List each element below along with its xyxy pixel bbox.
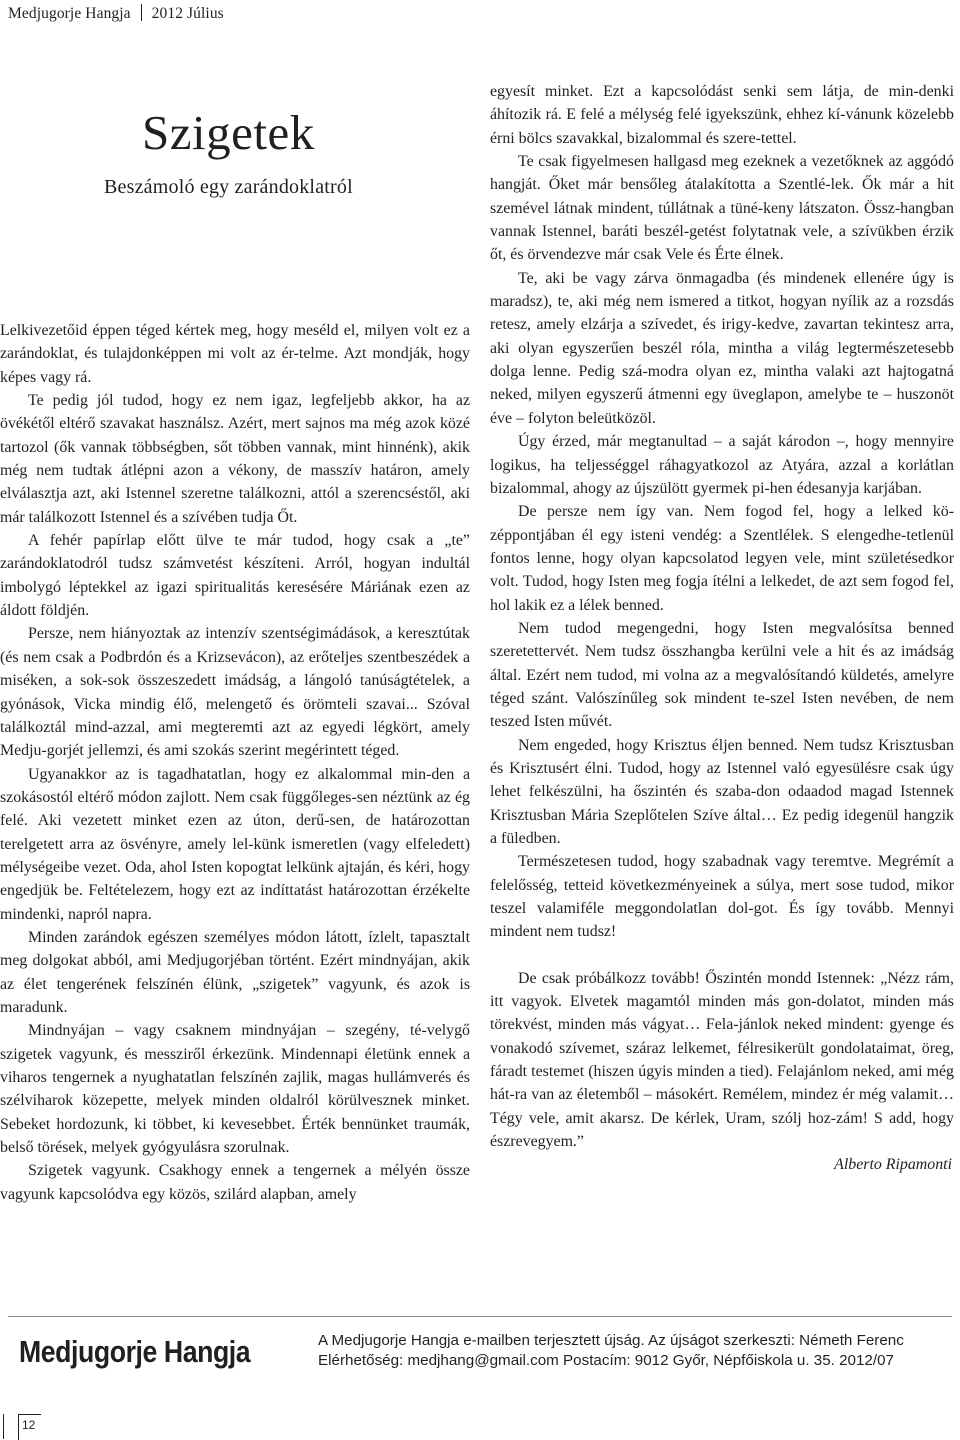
header-issue: 2012 Július [151,5,224,22]
paragraph: Nem tudod megengedni, hogy Isten megvalósítsa benned szeretettervét. Nem tudsz összhangba kerülni vele a hit és az imádság által. Ezért nem tudod, mi volna az a megvalósítandó küldetés, amelyre téged szánt. Valószínűleg sok mindent te-szel Isten nevében, de nem teszed Isten művét. [490,619,954,731]
paragraph: Te csak figyelmesen hallgasd meg ezeknek a vezetőknek az aggódó hangját. Őket már bensőleg átalakította a Szentlé-lek. Ők már a hit szemével látnak mindent, túllátnak a tüné-keny látszaton. Össz-hangban vannak Istennel, baráti beszél-getést folytatnak vele, a szívükben érzik őt, és örvendezve már csak Vele és Érte élnek. [490,153,954,264]
footer-logo: Medjugorje Hangja [19,1334,251,1369]
header-separator [141,4,142,21]
paragraph: egyesít minket. Ezt a kapcsolódást senki sem látja, de min-denki áhítozik rá. E felé a mélység felé igyekszünk, ehhez kí-vánunk közelebb érni bölcs szavakkal, bizalommal és szere-tettel. [490,83,954,147]
page-number: 12 [22,1418,36,1432]
paragraph: Te pedig jól tudod, hogy ez nem igaz, legfeljebb akkor, ha az övékétől eltérő szavakat használsz. Azért, mert sajnos ma még azok közé tartozol (ők vannak többségben, sőt többen vannak, mint hinnénk), akik még nem tudtak átlépni azon a vékony, de masszív határon, amely elválasztja azt, aki Istennel szeretne találkozni, attól a szerencséstől, aki már találkozott Istennel és a szívében tudja Őt. [0,392,470,526]
author-signature: Alberto Ripamonti [834,1156,952,1174]
paragraph: Persze, nem hiányoztak az intenzív szentségimádások, a keresztútak (és nem csak a Podbrdón és a Krizsevácon), az erőteljes szentbeszédek a miséken, a sok-sok összeszedett imádság, a lángoló tanúságtételek, a gyónások, Vicka mindig élő, melengető és örömteli szavai... Szóval találkoztál mind-azzal, ami megteremti azt az egyedi légkört, amely Medju-gorjét jellemzi, és ami szokás szerint megérintett téged. [0,625,470,760]
paragraph: Nem engeded, hogy Krisztus éljen benned. Nem tudsz Krisztusban és Krisztusért élni. Tudod, hogy az Istennel való egyesülésre csak úgy lehet felkészülni, ha őszintén és szaba-don odaadod magad Istennek Krisztusban Mária Szeplőtelen Szíve által… Ez pedig idegenül hangzik a füledben. [490,736,954,847]
paragraph: Úgy érzed, már megtanultad – a saját károdon –, hogy mennyire logikus, ha teljességgel ráhagyatkozol az Atyára, azzal a korlátlan bizalommal, ahogy az újszülött gyermek pi-hen édesanyja karjában. [490,433,954,497]
paragraph: Mindnyájan – vagy csaknem mindnyájan – szegény, té-velygő szigetek vagyunk, és messziről érkezünk. Mindennapi életünk ennek a viharos tengernek a nyughatatlan felszínén zajlik, magas hullámverés és szélviharok közepette, melyek minden oldalról körülvesznek minket. Sebeket hordozunk, ki többet, ki kevesebbet. Érték bennünket traumák, belső törések, melyek gyógyulásra szorulnak. [0,1022,470,1157]
footer-line-contact: Elérhetőség: medjhang@gmail.com Postacím: 9012 Győr, Népfőiskola u. 35. 2012/07 [318,1352,894,1369]
header-publication: Medjugorje Hangja [8,5,131,22]
paragraph: Természetesen tudod, hogy szabadnak vagy teremtve. Megrémít a felelősség, tetteid következményeinek a súlya, mert sose tudod, mikor teszel valamiféle meggondolatlan dol-got. És így tovább. Mennyi mindent nem tudsz! [490,853,954,941]
page-edge-mark [3,1414,4,1439]
paragraph: Te, aki be vagy zárva önmagadba (és mindenek ellenére úgy is maradsz), te, aki még nem ismered a titkot, hogyan nyílik az a rozsdás retesz, amely elzárja a szívedet, és irigy-kedve, zavartan tekintesz arra, aki olyan egyszerűen beszél róla, mintha a világ legtermészetesebb dolga lenne. Pedig szá-modra olyan ez, mintha valaki azt hajtogatná neked, milyen egyszerű átmenni egy üveglapon, amelybe te – huszonöt éve – folyton beleütközöl. [490,269,954,427]
paragraph: De persze nem így van. Nem fogod fel, hogy a lelked kö-zéppontjában él egy isteni vendég: a Szentlélek. S elengedhe-tetlenül fontos lenne, hogy olyan kapcsolatod legyen vele, mint születésedkor volt. Tudod, hogy Isten meg fogja ítélni a lelkedet, de azt sem fogod fel, hol lakik ez a lélek benned. [490,503,954,614]
right-column [490,80,954,1177]
paragraph: Szigetek vagyunk. Csakhogy ennek a tengernek a mélyén össze vagyunk kapcsolódva egy közös, szilárd alapban, amely [0,1162,470,1203]
paragraph-gap [490,944,954,967]
paragraph: Lelkivezetőid éppen téged kértek meg, hogy meséld el, milyen volt ez a zarándoklat, és tulajdonképpen mi volt az ér-telme. Azt mondják, hogy képes vagy rá. [0,322,470,386]
footer-info [318,1331,904,1371]
prayer-paragraph: De csak próbálkozz tovább! Őszintén mondd Istennek: „Nézz rám, itt vagyok. Elvetek magamtól minden más gon-dolatot, minden más törekvést, minden más vágyat… Fela-jánlok neked mindent: gyenge és vonakodó szívemet, száraz lelkemet, félresikerült gondolataimat, öreg, fáradt testemet (hiszen úgyis minden a tied). Felajánlom neked, ami még hát-ra van az életemből – másokért. Remélem, mindez ér még valamit… Tégy vele, amit akarsz. De kérlek, Uram, szólj hoz-zám! S add, hogy észrevegyem.” [490,969,954,1151]
left-column [0,319,470,1206]
article-title: Szigetek [142,105,315,160]
article-subtitle: Beszámoló egy zarándoklatról [104,176,353,198]
paragraph: Minden zarándok egészen személyes módon látott, ízlelt, tapasztalt meg dolgokat abból, ami Medjugorjéban történt. Ezért mindnyájan, akik az élet tengerének felszínén élünk, „szigetek” vagyunk, és azok is maradunk. [0,928,470,1016]
running-header [8,4,224,23]
footer-divider [8,1316,952,1317]
paragraph: A fehér papírlap előtt ülve te már tudod, hogy csak a „te” zarándoklatodról tudsz számvetést készíteni. Arról, hogyan indultál imbolygó léptekkel az igazi spiritualitás keresésére Máriának ezen az áldott földjén. [0,532,470,620]
paragraph: Ugyanakkor az is tagadhatatlan, hogy ez alkalommal min-den a szokásostól eltérő módon zajlott. Nem csak függőleges-sen néztünk az ég felé. Aki vezetett minket ezen az úton, derű-sen, de határozottan terelgetett arra az ösvényre, amely lel-künk ismeretlen (vagy elfeledett) mélységeibe vezet. Oda, ahol Isten kopogtat lelkünk ajtaján, és kéri, hogy engedjük be. Feltételezem, hogy ezt az indíttatást határozottan érzékelte mindenki, napról napra. [0,765,470,923]
footer-line-editor: A Medjugorje Hangja e-mailben terjesztett újság. Az újságot szerkeszti: Németh Ferenc [318,1332,904,1349]
